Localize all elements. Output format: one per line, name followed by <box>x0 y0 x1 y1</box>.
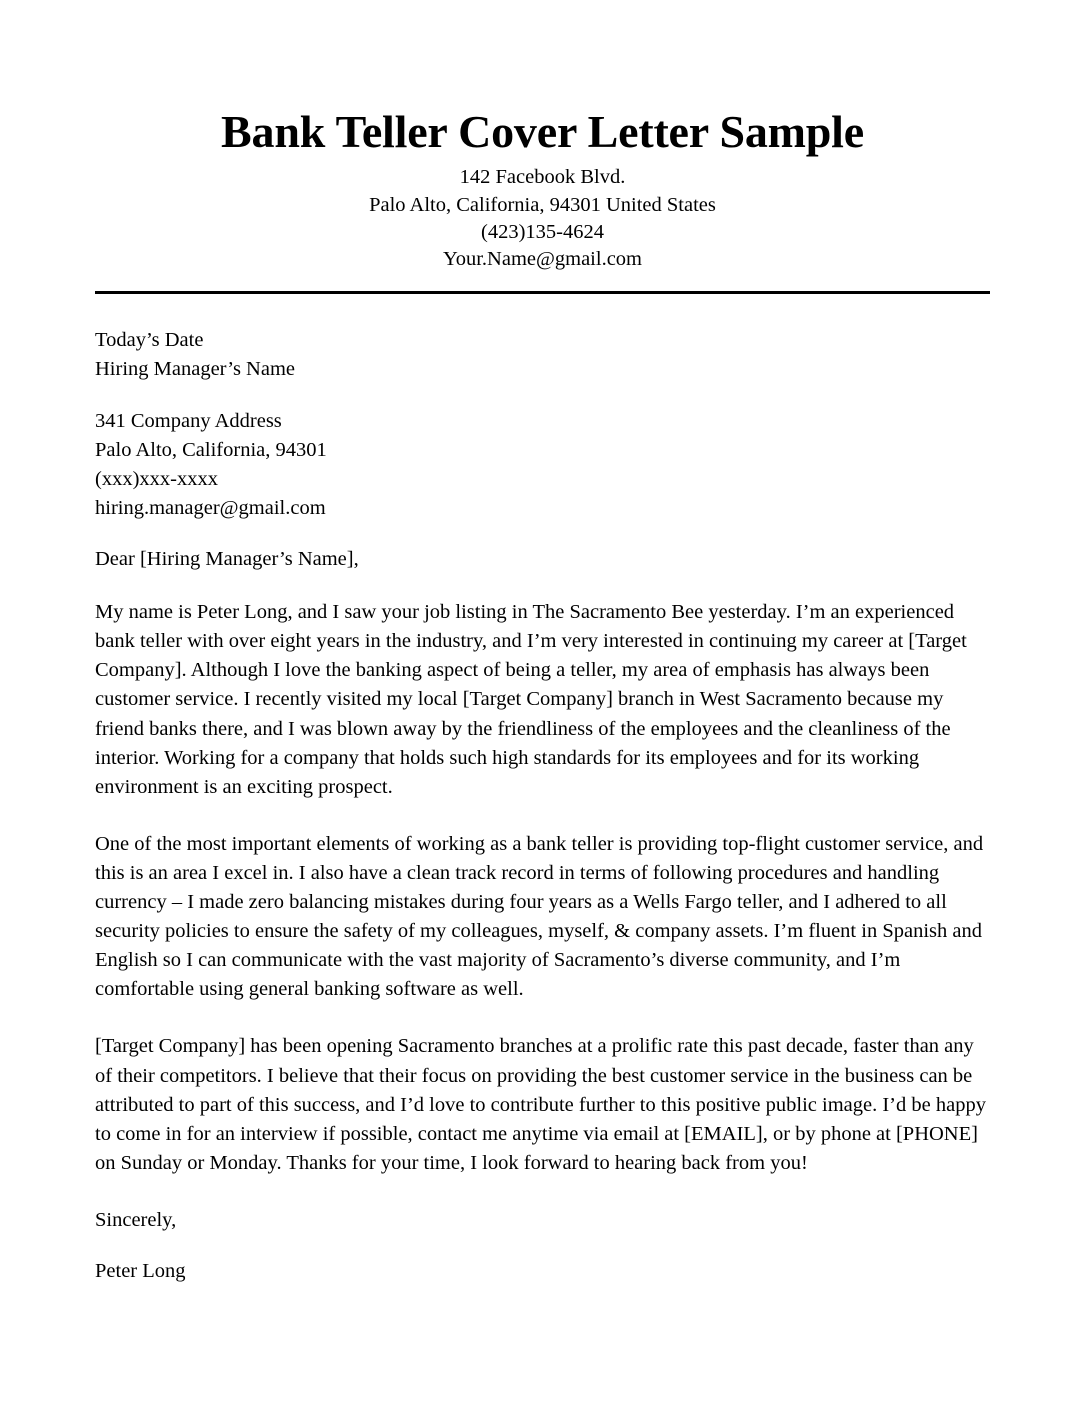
date-and-recipient <box>95 326 990 384</box>
body-paragraph-1: My name is Peter Long, and I saw your job listing in The Sacramento Bee yesterday. I’m an experienced bank teller with over eight years in the industry, and I’m very interested in continuing my career at [Target Company]. Although I love the banking aspect of being a teller, my area of emphasis has always been customer service. I recently visited my local [Target Company] branch in West Sacramento because my friend banks there, and I was blown away by the friendliness of the employees and the cleanliness of the interior. Working for a company that holds such high standards for its employees and for its working environment is an exciting prospect. <box>95 601 967 798</box>
header-phone: (423)135-4624 <box>481 220 604 243</box>
recipient-email: hiring.manager@gmail.com <box>95 496 326 519</box>
signature-name: Peter Long <box>95 1260 186 1283</box>
page-title: Bank Teller Cover Letter Sample <box>221 106 864 157</box>
recipient-address-street: 341 Company Address <box>95 409 282 432</box>
letter-body <box>95 294 990 1286</box>
letterhead <box>0 0 1085 273</box>
header-address-street: 142 Facebook Blvd. <box>459 166 626 189</box>
recipient-address-city: Palo Alto, California, 94301 <box>95 438 327 461</box>
header-address-city: Palo Alto, California, 94301 United States <box>369 193 716 216</box>
body-paragraph-2: One of the most important elements of working as a bank teller is providing top-flight customer service, and this is an area I excel in. I also have a clean track record in terms of following procedures and handling currency – I made zero balancing mistakes during four years as a Wells Fargo teller, and I adhered to all security policies to ensure the safety of my colleagues, myself, & company assets. I’m fluent in Spanish and English so I can communicate with the vast majority of Sacramento’s diverse community, and I’m comfortable using general banking software as well. <box>95 832 984 1001</box>
salutation: Dear [Hiring Manager’s Name], <box>95 547 359 570</box>
header-email: Your.Name@gmail.com <box>442 248 642 271</box>
body-paragraph-3: [Target Company] has been opening Sacramento branches at a prolific rate this past decade, faster than any of their competitors. I believe that their focus on providing the best customer service in the business can be attributed to part of this success, and I’d love to contribute further to this positive public image. I’d be happy to come in for an interview if possible, contact me anytime via email at [EMAIL], or by phone at [PHONE] on Sunday or Monday. Thanks for your time, I look forward to hearing back from you! <box>95 1035 986 1174</box>
recipient-name: Hiring Manager’s Name <box>95 358 296 381</box>
closing-line: Sincerely, <box>95 1209 177 1232</box>
recipient-phone: (xxx)xxx-xxxx <box>95 467 218 490</box>
date-line: Today’s Date <box>95 329 204 352</box>
recipient-address <box>95 407 990 523</box>
